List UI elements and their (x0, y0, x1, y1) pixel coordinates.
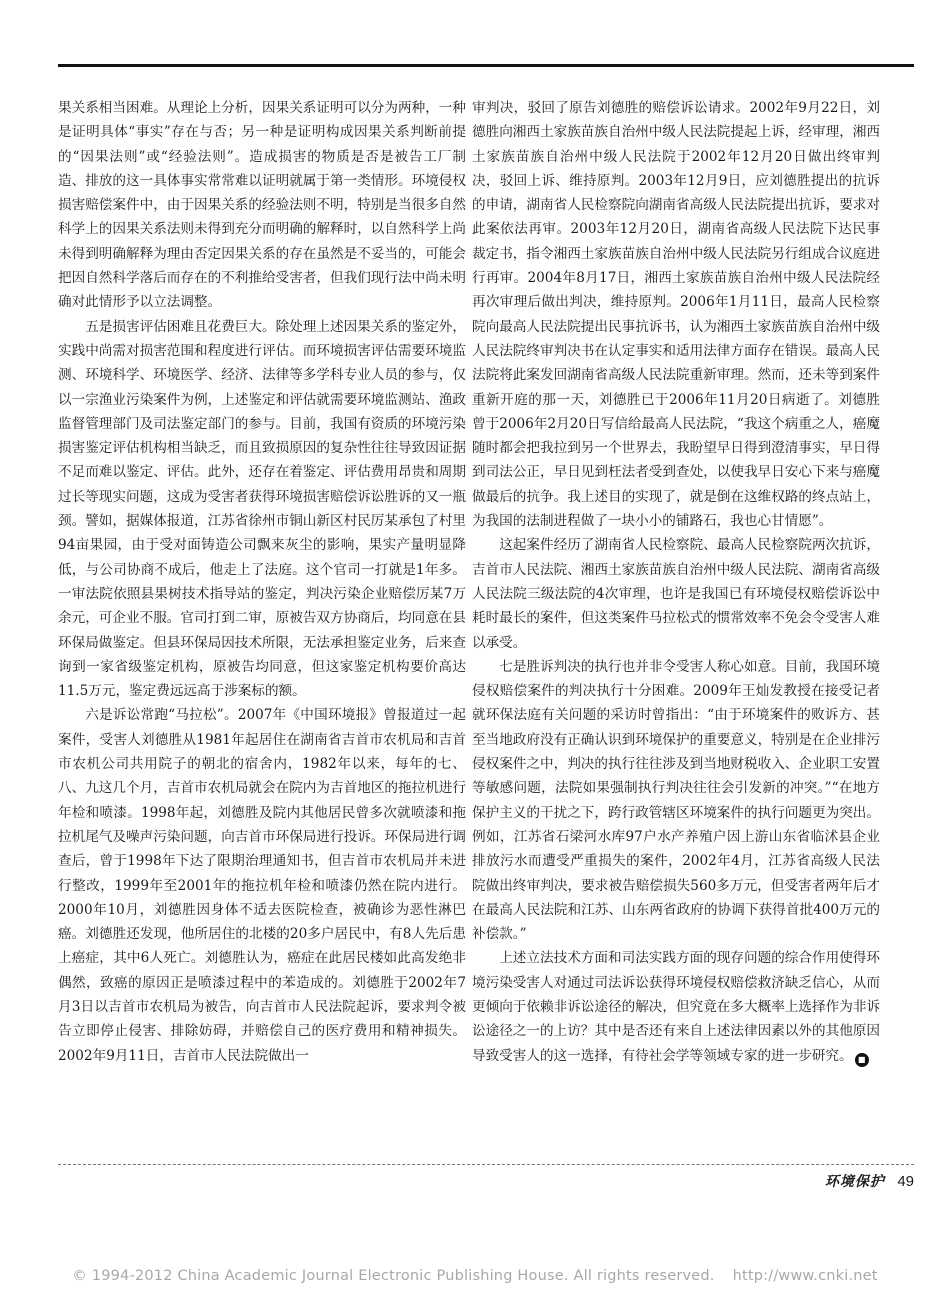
footer-rule (58, 1164, 914, 1165)
paragraph-judgment-enforcement: 七是胜诉判决的执行也并非令受害人称心如意。目前，我国环境侵权赔偿案件的判决执行十分困难。2009年王灿发教授在接受记者就环保法庭有关问题的采访时曾指出：“由于环境案件的败诉方、甚至当地政府没有正确认识到环境保护的重要意义，特别是在企业排污侵权案件之中，判决的执行往往涉及到当地财税收入、企业职工安置等敏感问题，法院如果强制执行判决往往会引发新的冲突。”“在地方保护主义的干扰之下，跨行政管辖区环境案件的执行问题更为突出。例如，江苏省石梁河水库97户水产养殖户因上游山东省临沭县企业排放污水而遭受严重损失的案件，2002年4月，江苏省高级人民法院做出终审判决，要求被告赔偿损失560多万元，但受害者两年后才在最高人民法院和江苏、山东两省政府的协调下获得首批400万元的补偿款。” (472, 658, 880, 943)
page-footer (825, 1172, 914, 1192)
paragraph-causation-continued: 果关系相当困难。从理论上分析，因果关系证明可以分为两种，一种是证明具体“事实”存在与否；另一种是证明构成因果关系判断前提的“因果法则”或“经验法则”。造成损害的物质是否是被告工厂制造、排放的这一具体事实常常难以证明就属于第一类情形。环境侵权损害赔偿案件中，由于因果关系的经验法则不明，特别是当很多自然科学上的因果关系法则未得到充分而明确的解释时，以自然科学上尚未得到明确解释为理由否定因果关系的存在虽然是不妥当的，可能会把因自然科学落后而存在的不利推给受害者，但我们现行法中尚未明确对此情形予以立法调整。 (58, 100, 466, 311)
paragraph-case-history: 审判决，驳回了原告刘德胜的赔偿诉讼请求。2002年9月22日，刘德胜向湘西土家族苗族自治州中级人民法院提起上诉，经审理，湘西土家族苗族自治州中级人民法院于2002年12月20日做出终审判决，驳回上诉、维持原判。2003年12月9日，应刘德胜提出的抗诉的申请，湖南省人民检察院向湖南省高级人民法院提出抗诉，要求对此案依法再审。2003年12月20日，湖南省高级人民法院下达民事裁定书，指令湘西土家族苗族自治州中级人民法院另行组成合议庭进行再审。2004年8月17日，湘西土家族苗族自治州中级人民法院经再次审理后做出判决，维持原判。2006年1月11日，最高人民检察院向最高人民法院提出民事抗诉书，认为湘西土家族苗族自治州中级人民法院终审判决书在认定事实和适用法律方面存在错误。最高人民法院将此案发回湖南省高级人民法院重新审理。然而，还未等到案件重新开庭的那一天，刘德胜已于2006年11月20日病逝了。刘德胜曾于2006年2月20日写信给最高人民法院，“我这个病重之人，癌魔随时都会把我拉到另一个世界去，我盼望早日得到澄清事实，早日得到司法公正，早日见到枉法者受到查处，以使我早日安心下来与癌魔做最后的抗争。我上述目的实现了，就是倒在这维权路的终点站上，为我国的法制进程做了一块小小的铺路石，我也心甘情愿”。 (472, 100, 880, 530)
journal-name: 环境保护 (824, 1174, 885, 1190)
header-rule (58, 64, 914, 67)
page-number: 49 (897, 1173, 914, 1190)
copyright-url: http://www.cnki.net (732, 1268, 878, 1284)
paragraph-litigation-marathon: 六是诉讼常跑“马拉松”。2007年《中国环境报》曾报道过一起案件，受害人刘德胜从1981年起居住在湖南省吉首市农机局和吉首市农机公司共用院子的朝北的宿舍内，1982年以来，每年的七、八、九这几个月，吉首市农机局就会在院内为吉首地区的拖拉机进行年检和喷漆。1998年起，刘德胜及院内其他居民曾多次就喷漆和拖拉机尾气及噪声污染问题，向吉首市环保局进行投诉。环保局进行调查后，曾于1998年下达了限期治理通知书，但吉首市农机局并未进行整改，1999年至2001年的拖拉机年检和喷漆仍然在院内进行。2000年10月，刘德胜因身体不适去医院检查，被确诊为恶性淋巴癌。刘德胜还发现，他所居住的北楼的20多户居民中，有8人先后患上癌症，其中6人死亡。刘德胜认为，癌症在此居民楼如此高发绝非偶然，致癌的原因正是喷漆过程中的苯造成的。刘德胜于2002年7月3日以吉首市农机局为被告，向吉首市人民法院起诉，要求判令被告立即停止侵害、排除妨碍，并赔偿自己的医疗费用和精神损失。2002年9月11日，吉首市人民法院做出一 (58, 707, 466, 1064)
article-end-mark-icon: ■ (855, 1053, 869, 1067)
article-right-column (472, 96, 880, 1134)
article-left-column (58, 96, 466, 1134)
copyright-text: © 1994-2012 China Academic Journal Electronic Publishing House. All rights reserved. (72, 1268, 715, 1284)
copyright-watermark (0, 1268, 950, 1284)
paragraph-damage-assessment: 五是损害评估困难且花费巨大。除处理上述因果关系的鉴定外，实践中尚需对损害范围和程度进行评估。而环境损害评估需要环境监测、环境科学、环境医学、经济、法律等多学科专业人员的参与，仅以一宗渔业污染案件为例，上述鉴定和评估就需要环境监测站、渔政监督管理部门及司法鉴定部门的参与。目前，我国有资质的环境污染损害鉴定评估机构相当缺乏，而且致损原因的复杂性往往导致因证据不足而难以鉴定、评估。此外，还存在着鉴定、评估费用昂贵和周期过长等现实问题，这成为受害者获得环境损害赔偿诉讼胜诉的又一瓶颈。譬如，据媒体报道，江苏省徐州市铜山新区村民厉某承包了村里94亩果园，由于受对面铸造公司飘来灰尘的影响，果实产量明显降低，与公司协商不成后，他走上了法庭。这个官司一打就是1年多。一审法院依照县果树技术指导站的鉴定，判决污染企业赔偿厉某7万余元，可企业不服。官司打到二审，原被告双方协商后，均同意在县环保局做鉴定。但县环保局因技术所限，无法承担鉴定业务，后来查询到一家省级鉴定机构，原被告均同意，但这家鉴定机构要价高达11.5万元，鉴定费远远高于涉案标的额。 (58, 318, 466, 700)
conclusion-text: 上述立法技术方面和司法实践方面的现存问题的综合作用使得环境污染受害人对通过司法诉讼获得环境侵权赔偿救济缺乏信心，从而更倾向于依赖非诉讼途径的解决，但究竟在多大概率上选择作为非诉讼途径之一的上访？其中是否还有来自上述法律因素以外的其他原因导致受害人的这一选择，有待社会学等领域专家的进一步研究。 (472, 950, 880, 1064)
paragraph-case-summary: 这起案件经历了湖南省人民检察院、最高人民检察院两次抗诉，吉首市人民法院、湘西土家族苗族自治州中级人民法院、湖南省高级人民法院三级法院的4次审理，也许是我国已有环境侵权赔偿诉讼中耗时最长的案件，但这类案件马拉松式的惯常效率不免会令受害人难以承受。 (472, 537, 880, 651)
paragraph-conclusion (472, 946, 880, 1067)
